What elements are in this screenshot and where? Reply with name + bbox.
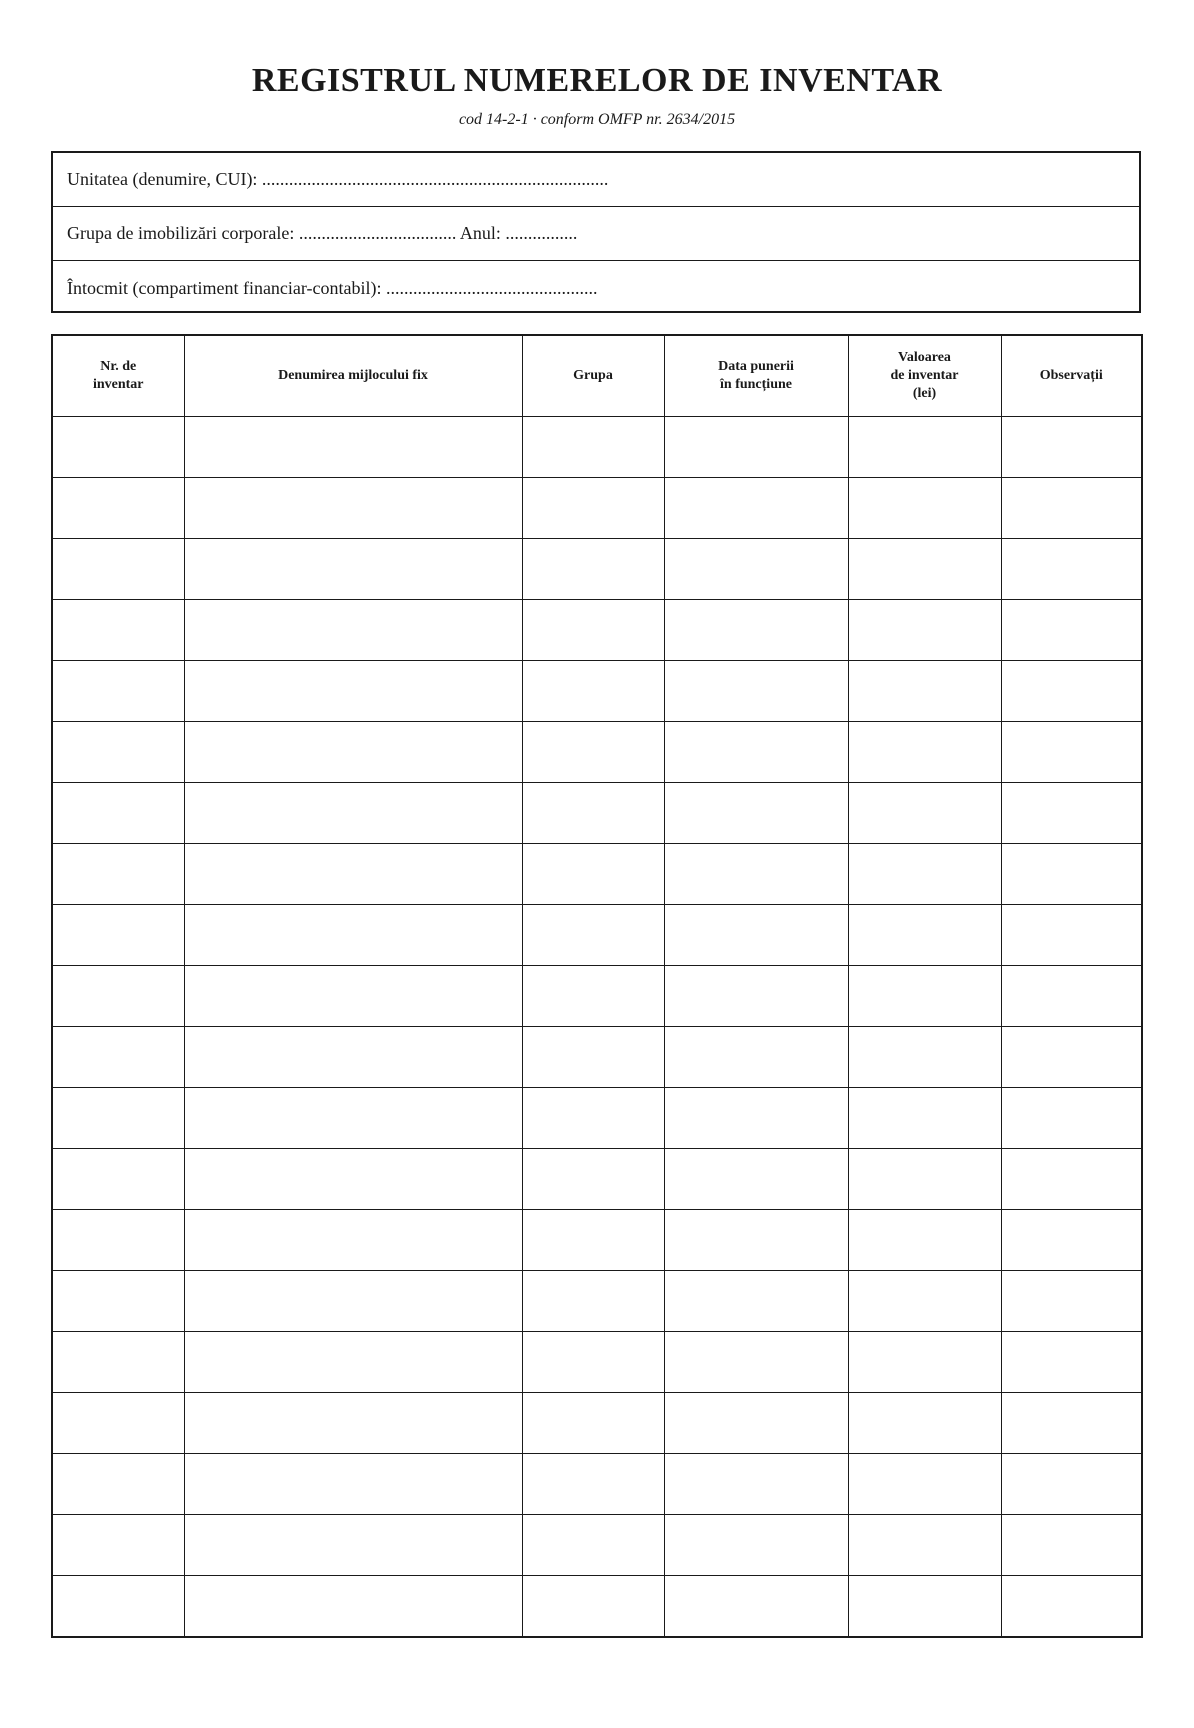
table-cell[interactable] [664,1515,848,1576]
table-cell[interactable] [664,1088,848,1149]
table-cell[interactable] [52,1210,184,1271]
group-year-field[interactable]: Grupa de imobilizări corporale: ................................... Anul: ................ [53,207,1139,261]
unit-field[interactable]: Unitatea (denumire, CUI): ............................................................................. [53,153,1139,207]
header-observatii [1001,335,1142,417]
table-cell[interactable] [184,600,522,661]
table-cell[interactable] [1001,1088,1142,1149]
table-cell[interactable] [848,1332,1001,1393]
table-cell[interactable] [848,1271,1001,1332]
table-cell[interactable] [664,1454,848,1515]
table-cell[interactable] [848,722,1001,783]
document-title: REGISTRUL NUMERELOR DE INVENTAR [251,62,943,99]
table-cell[interactable] [184,1271,522,1332]
header-line: Denumirea mijlocului fix [278,368,428,383]
table-row [52,1332,1142,1393]
table-cell[interactable] [848,1088,1001,1149]
header-denumire [184,335,522,417]
table-row [52,600,1142,661]
table-cell[interactable] [52,1454,184,1515]
table-row [52,1454,1142,1515]
table-cell[interactable] [664,966,848,1027]
table-cell[interactable] [664,539,848,600]
table-cell[interactable] [52,966,184,1027]
table-cell[interactable] [522,1576,664,1638]
table-row [52,539,1142,600]
table-cell[interactable] [522,1393,664,1454]
table-cell[interactable] [522,1149,664,1210]
table-cell[interactable] [52,722,184,783]
header-line: de inventar [890,368,959,383]
table-cell[interactable] [1001,1149,1142,1210]
table-cell[interactable] [522,905,664,966]
table-cell[interactable] [184,1332,522,1393]
table-cell[interactable] [848,478,1001,539]
header-line: Valoarea [898,350,951,365]
table-cell[interactable] [52,844,184,905]
table-row [52,417,1142,478]
document-subtitle: cod 14-2-1 · conform OMFP nr. 2634/2015 [458,111,736,128]
table-cell[interactable] [52,1332,184,1393]
table-row [52,1027,1142,1088]
table-cell[interactable] [664,478,848,539]
header-data-punerii [664,335,848,417]
table-cell[interactable] [664,1210,848,1271]
table-cell[interactable] [184,661,522,722]
table-cell[interactable] [184,966,522,1027]
table-cell[interactable] [522,1027,664,1088]
table-cell[interactable] [664,600,848,661]
table-cell[interactable] [522,966,664,1027]
table-cell[interactable] [664,661,848,722]
table-cell[interactable] [52,1088,184,1149]
table-cell[interactable] [522,1332,664,1393]
table-cell[interactable] [522,600,664,661]
table-cell[interactable] [848,1576,1001,1638]
table-row [52,905,1142,966]
table-cell[interactable] [52,1515,184,1576]
table-cell[interactable] [1001,783,1142,844]
table-cell[interactable] [52,1393,184,1454]
table-cell[interactable] [664,1027,848,1088]
table-cell[interactable] [848,600,1001,661]
table-cell[interactable] [848,1393,1001,1454]
table-row [52,1088,1142,1149]
header-valoarea [848,335,1001,417]
table-cell[interactable] [664,844,848,905]
table-cell[interactable] [522,1454,664,1515]
table-cell[interactable] [848,1210,1001,1271]
table-cell[interactable] [1001,539,1142,600]
table-cell[interactable] [184,539,522,600]
table-header-row [52,335,1142,417]
table-cell[interactable] [848,1027,1001,1088]
table-cell[interactable] [184,1515,522,1576]
table-cell[interactable] [184,417,522,478]
table-cell[interactable] [184,722,522,783]
table-cell[interactable] [1001,1515,1142,1576]
table-cell[interactable] [1001,417,1142,478]
table-cell[interactable] [184,1149,522,1210]
table-cell[interactable] [848,783,1001,844]
table-row [52,1271,1142,1332]
table-row [52,1515,1142,1576]
table-cell[interactable] [522,1515,664,1576]
header-line: Grupa [573,368,613,383]
table-cell[interactable] [848,844,1001,905]
table-cell[interactable] [52,1576,184,1638]
prepared-by-field[interactable]: Întocmit (compartiment financiar-contabil): ............................................... [67,277,598,298]
table-cell[interactable] [664,1576,848,1638]
table-cell[interactable] [1001,661,1142,722]
table-cell[interactable] [52,1271,184,1332]
table-cell[interactable] [848,417,1001,478]
header-line: Observații [1039,368,1103,383]
table-cell[interactable] [848,539,1001,600]
table-cell[interactable] [522,1088,664,1149]
table-cell[interactable] [52,600,184,661]
table-cell[interactable] [1001,1027,1142,1088]
table-cell[interactable] [52,661,184,722]
table-row [52,478,1142,539]
table-cell[interactable] [522,722,664,783]
inventory-table [51,334,1143,1638]
table-cell[interactable] [1001,905,1142,966]
table-cell[interactable] [52,478,184,539]
table-cell[interactable] [52,417,184,478]
table-row [52,722,1142,783]
table-cell[interactable] [522,1210,664,1271]
table-cell[interactable] [664,905,848,966]
table-cell[interactable] [848,1454,1001,1515]
table-cell[interactable] [1001,1271,1142,1332]
header-nr-inventar [52,335,184,417]
table-cell[interactable] [1001,722,1142,783]
table-cell[interactable] [522,844,664,905]
table-cell[interactable] [52,1027,184,1088]
table-cell[interactable] [664,1332,848,1393]
table-cell[interactable] [664,783,848,844]
table-row [52,844,1142,905]
table-cell[interactable] [184,1088,522,1149]
table-row [52,1149,1142,1210]
table-body [52,417,1142,1638]
table-cell[interactable] [1001,844,1142,905]
table-cell[interactable] [184,478,522,539]
table-cell[interactable] [52,905,184,966]
table-cell[interactable] [664,417,848,478]
header-grupa [522,335,664,417]
table-row [52,1210,1142,1271]
table-cell[interactable] [184,844,522,905]
table-cell[interactable] [664,1271,848,1332]
table-cell[interactable] [1001,1576,1142,1638]
table-row [52,661,1142,722]
table-cell[interactable] [52,1149,184,1210]
header-line: în funcțiune [720,377,792,392]
table-cell[interactable] [522,661,664,722]
table-cell[interactable] [1001,966,1142,1027]
table-cell[interactable] [664,1149,848,1210]
header-line: (lei) [912,386,937,401]
table-cell[interactable] [184,1454,522,1515]
table-cell[interactable] [1001,600,1142,661]
info-box [51,151,1141,313]
table-cell[interactable] [848,966,1001,1027]
table-cell[interactable] [1001,1454,1142,1515]
table-cell[interactable] [1001,478,1142,539]
table-row [52,966,1142,1027]
table-cell[interactable] [1001,1210,1142,1271]
header-line: Data punerii [718,359,794,374]
table-cell[interactable] [184,905,522,966]
table-cell[interactable] [52,783,184,844]
table-cell[interactable] [848,905,1001,966]
table-cell[interactable] [848,661,1001,722]
table-cell[interactable] [184,1576,522,1638]
table-cell[interactable] [52,539,184,600]
header-line: inventar [92,377,144,392]
table-cell[interactable] [1001,1332,1142,1393]
table-cell[interactable] [522,478,664,539]
table-cell[interactable] [522,539,664,600]
table-row [52,1576,1142,1638]
table-cell[interactable] [184,1027,522,1088]
table-cell[interactable] [522,1271,664,1332]
table-cell[interactable] [1001,1393,1142,1454]
table-cell[interactable] [184,1393,522,1454]
table-row [52,783,1142,844]
table-cell[interactable] [184,1210,522,1271]
header-line: Nr. de [100,359,137,374]
table-cell[interactable] [664,1393,848,1454]
table-row [52,1393,1142,1454]
table-cell[interactable] [522,783,664,844]
table-cell[interactable] [848,1149,1001,1210]
table-cell[interactable] [848,1515,1001,1576]
table-cell[interactable] [184,783,522,844]
table-cell[interactable] [664,722,848,783]
table-cell[interactable] [522,417,664,478]
